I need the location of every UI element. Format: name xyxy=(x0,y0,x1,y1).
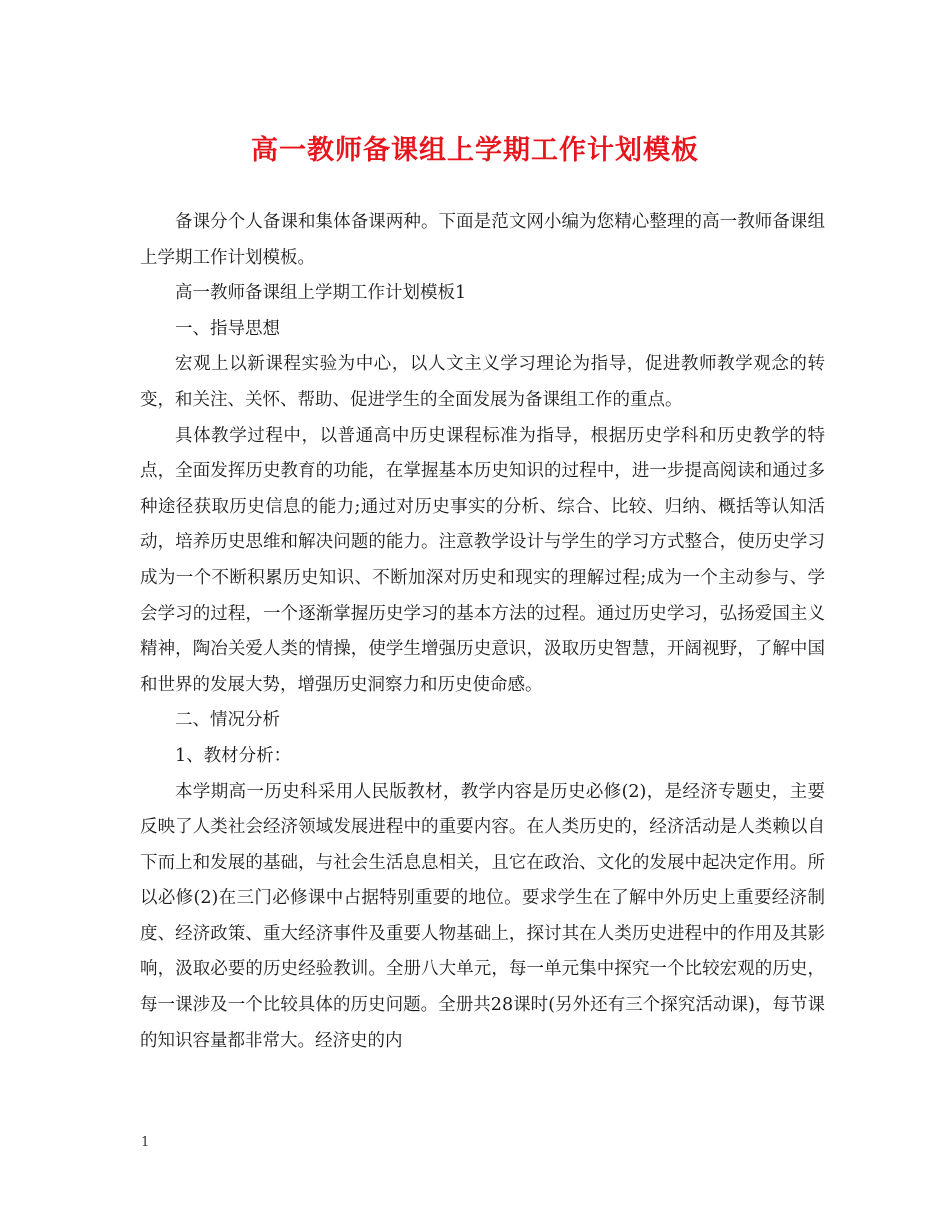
section-heading-template: 高一教师备课组上学期工作计划模板1 xyxy=(175,283,467,304)
intro-paragraph: 备课分个人备课和集体备课两种。下面是范文网小编为您精心整理的高一教师备课组上学期工作计划模板。 xyxy=(140,212,825,268)
page-title: 高一教师备课组上学期工作计划模板 xyxy=(251,135,699,166)
paragraph-teaching-process: 具体教学过程中，以普通高中历史课程标准为指导，根据历史学科和历史教学的特点，全面发挥历史教育的功能，在掌握基本历史知识的过程中，进一步提高阅读和通过多种途径获取历史信息的能力;通过对历史事实的分析、综合、比较、归纳、概括等认知活动，培养历史思维和解决问题的能力。注意教学设计与学生的学习方式整合，使历史学习成为一个不断积累历史知识、不断加深对历史和现实的理解过程;成为一个主动参与、学会学习的过程，一个逐渐掌握历史学习的基本方法的过程。通过历史学习，弘扬爱国主义精神，陶冶关爱人类的情操，使学生增强历史意识，汲取历史智慧，开阔视野，了解中国和世界的发展大势，增强历史洞察力和历史使命感。 xyxy=(140,425,825,695)
section-heading-guiding-ideology: 一、指导思想 xyxy=(175,318,280,339)
document-body xyxy=(140,205,825,1059)
subsection-heading-textbook-analysis: 1、教材分析： xyxy=(175,745,292,766)
page-number: 1 xyxy=(141,1135,150,1150)
paragraph-macro: 宏观上以新课程实验为中心，以人文主义学习理论为指导，促进教师教学观念的转变，和关注、关怀、帮助、促进学生的全面发展为备课组工作的重点。 xyxy=(140,354,825,410)
paragraph-textbook: 本学期高一历史科采用人民版教材，教学内容是历史必修(2)，是经济专题史，主要反映了人类社会经济领域发展进程中的重要内容。在人类历史的，经济活动是人类赖以自下而上和发展的基础，与社会生活息息相关，且它在政治、文化的发展中起决定作用。所以必修(2)在三门必修课中占据特别重要的地位。要求学生在了解中外历史上重要经济制度、经济政策、重大经济事件及重要人物基础上，探讨其在人类历史进程中的作用及其影响，汲取必要的历史经验教训。全册八大单元，每一单元集中探究一个比较宏观的历史，每一课涉及一个比较具体的历史问题。全册共28课时(另外还有三个探究活动课)，每节课的知识容量都非常大。经济史的内 xyxy=(140,781,825,1051)
section-heading-situation-analysis: 二、情况分析 xyxy=(175,710,280,731)
